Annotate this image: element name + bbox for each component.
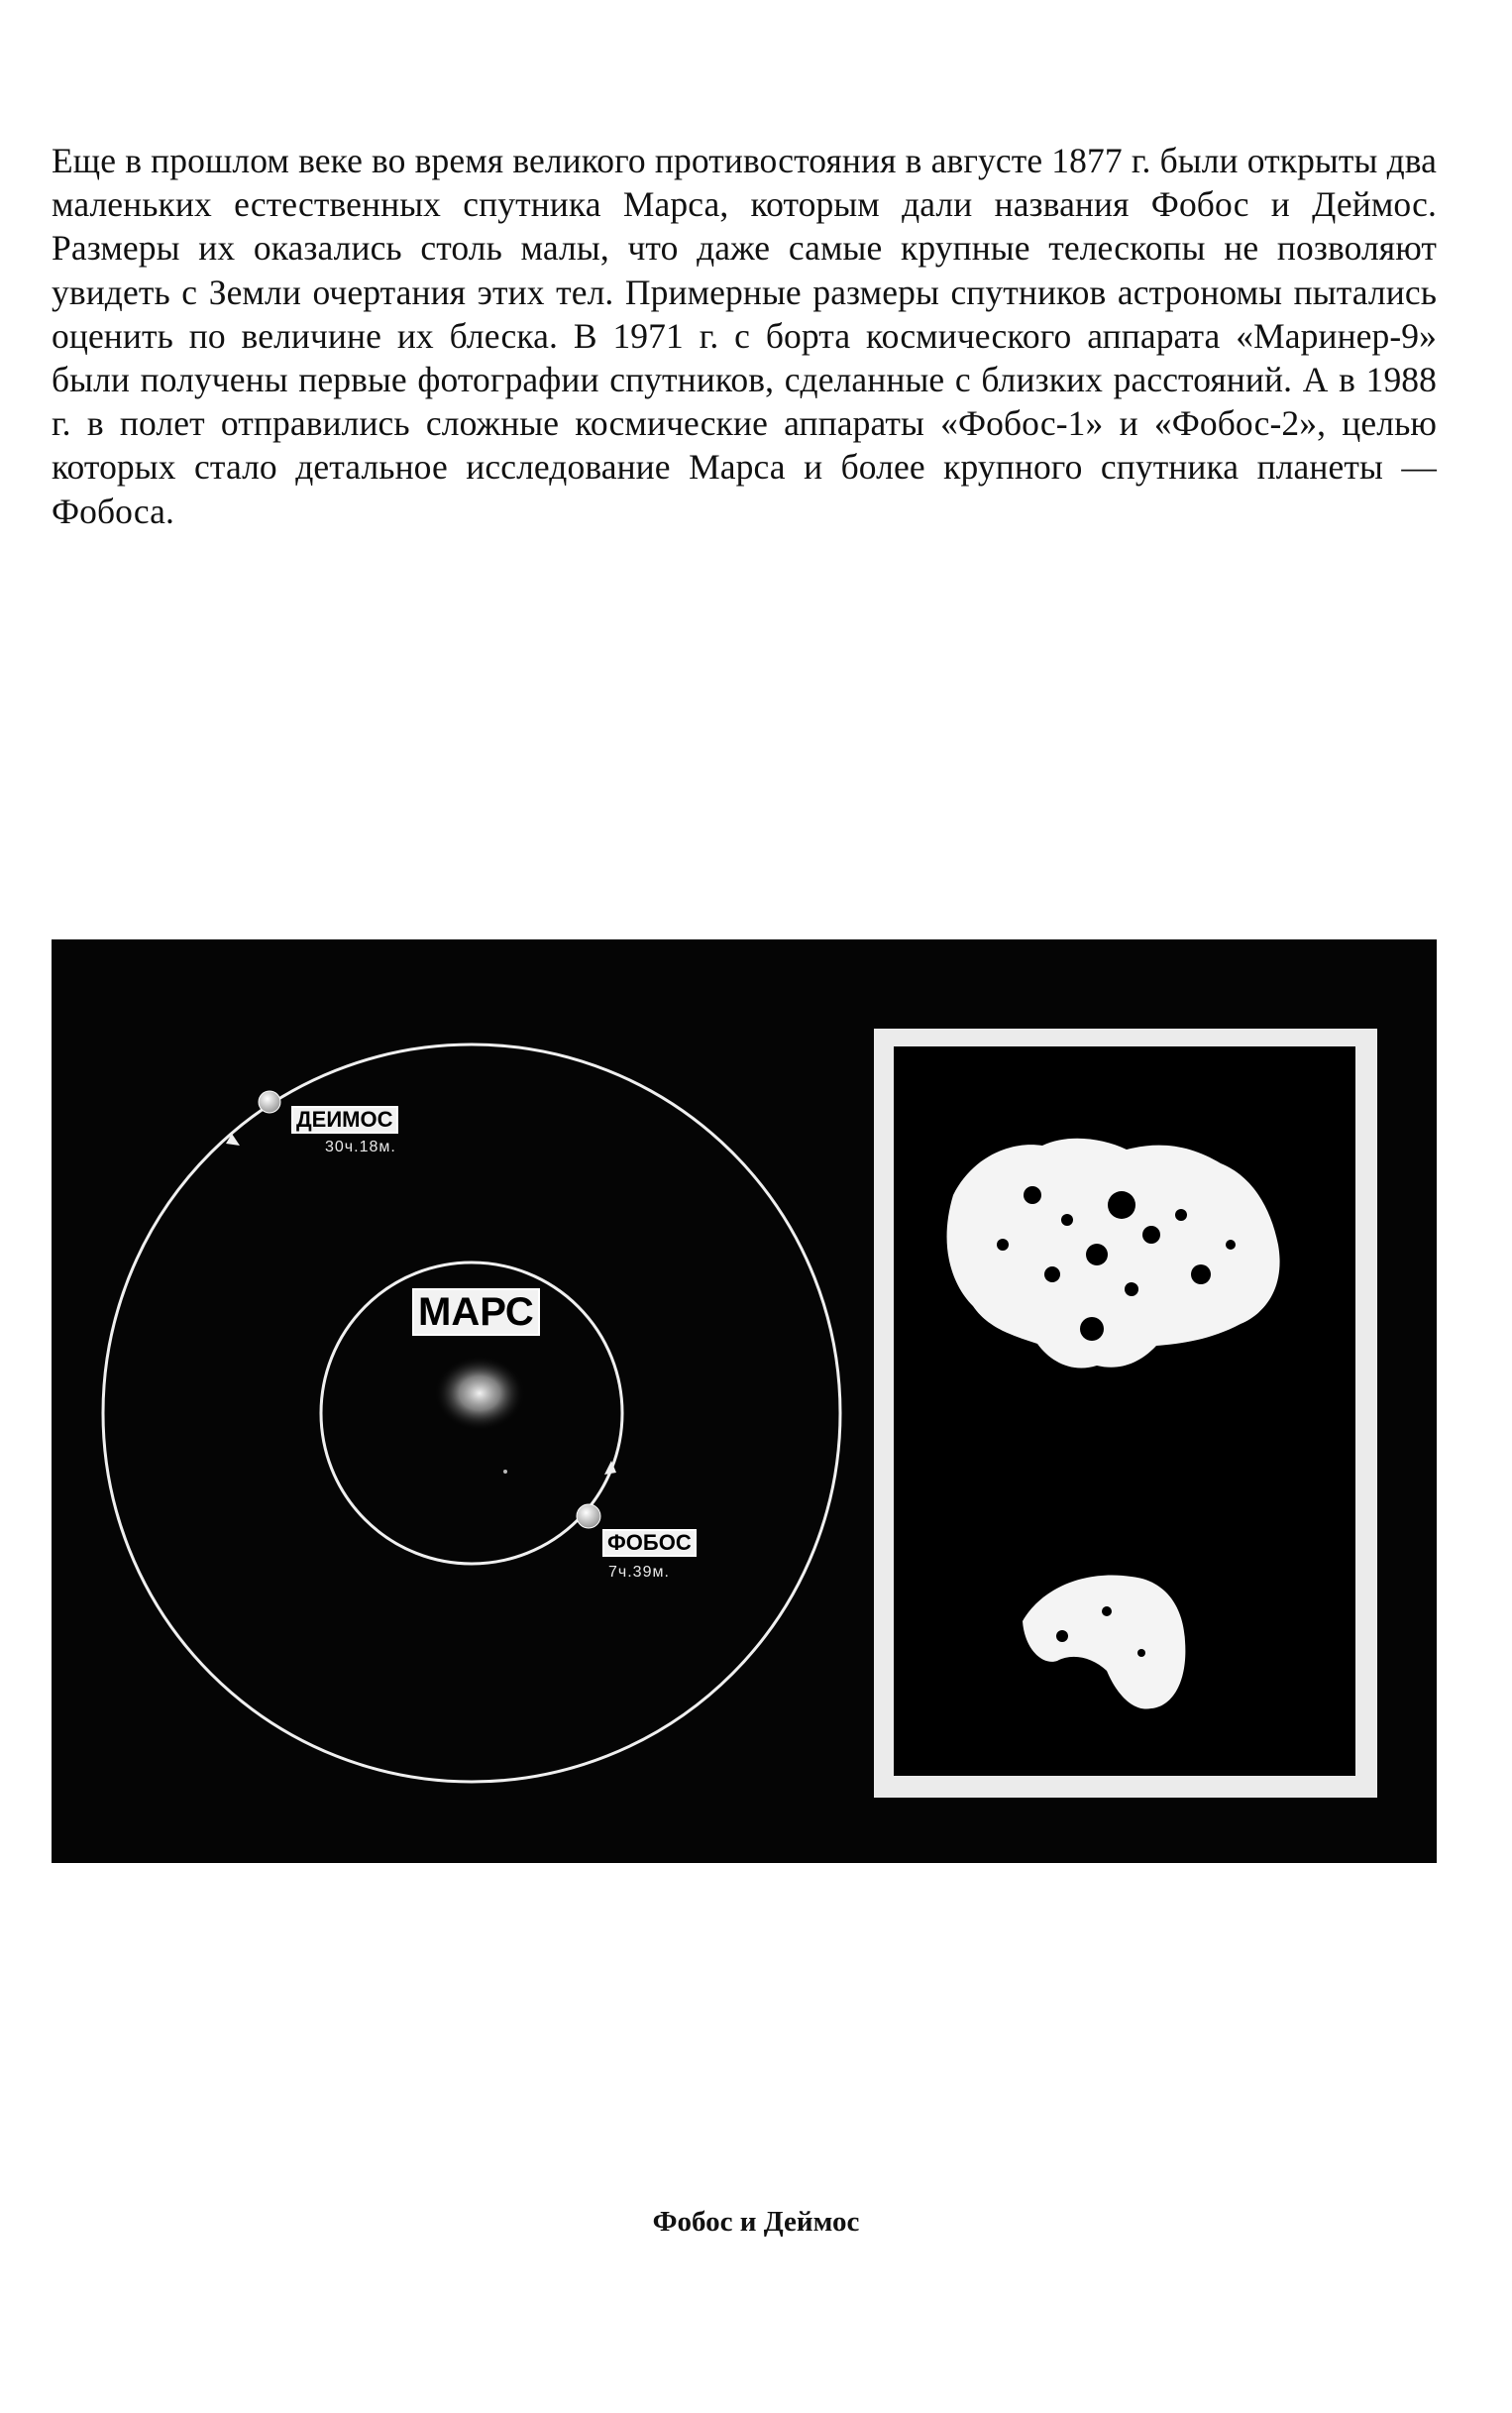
article-paragraph: Еще в прошлом веке во время великого противостояния в августе 1877 г. были открыты два маленьких естественных спутника Марса, которым дали названия Фобос и Деймос. Размеры их оказались столь малы, что даже самые крупные телескопы не позволяют увидеть с Земли очертания этих тел. Примерные размеры спутников астрономы пытались оценить по величине их блеска. В 1971 г. с борта космического аппарата «Маринер-9» были получены первые фотографии спутников, сделанные с близких расстояний. А в 1988 г. в полет отправились сложные космические аппараты «Фобос-1» и «Фобос-2», целью которых стало детальное исследование Марса и более крупного спутника планеты — Фобоса. [52, 141, 1437, 531]
mars-planet [434, 1356, 525, 1431]
moons-photo-drawing [894, 1046, 1355, 1776]
deimos-period: 30ч.18м. [325, 1139, 396, 1155]
deimos-photo [1023, 1575, 1185, 1708]
phobos-period: 7ч.39м. [608, 1564, 670, 1581]
mars-moons-figure [52, 939, 1437, 1863]
phobos-label: ФОБОС [602, 1529, 697, 1557]
phobos-photo [947, 1139, 1280, 1369]
deimos-moon [259, 1091, 280, 1113]
moons-photo [894, 1046, 1355, 1776]
speck [503, 1470, 507, 1474]
deimos-label: ДЕИМОС [291, 1106, 398, 1134]
moons-photo-frame [874, 1029, 1377, 1798]
mars-label: МАРС [412, 1288, 540, 1336]
phobos-moon [577, 1504, 600, 1528]
figure-caption: Фобос и Деймос [652, 2206, 860, 2238]
